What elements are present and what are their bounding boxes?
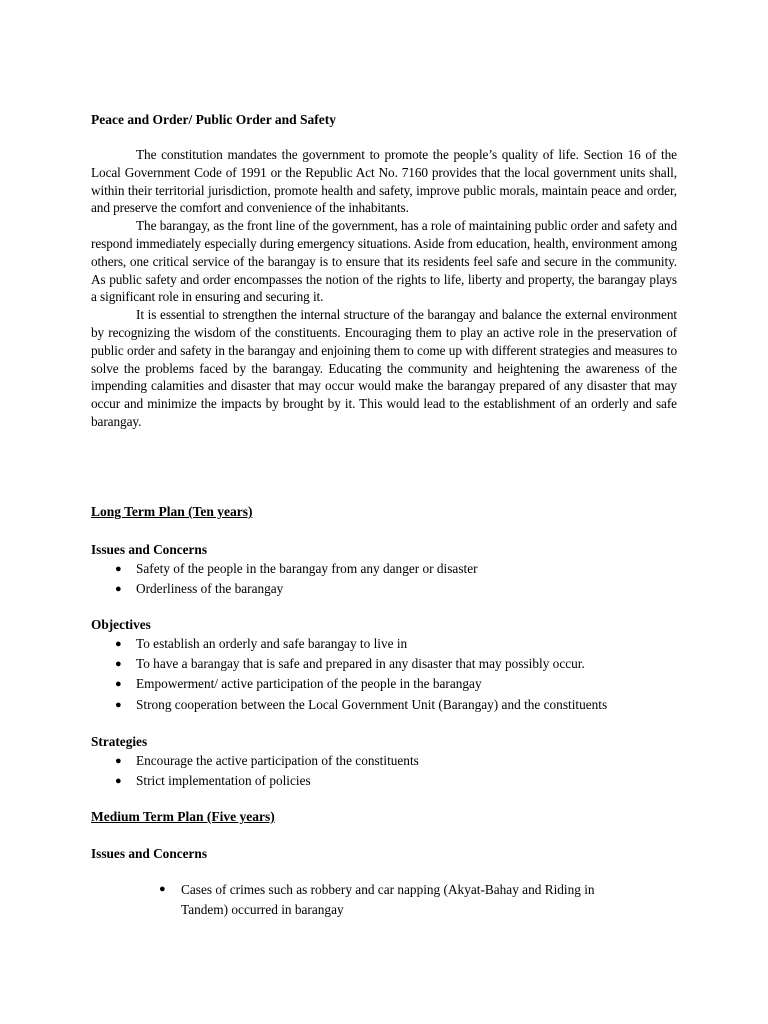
list-item: ● Cases of crimes such as robbery and car napping (Akyat-Bahay and Riding in Tandem) occurred in barangay bbox=[159, 882, 595, 917]
paragraph: It is essential to strengthen the internal structure of the barangay and balance the external environment by recognizing the wisdom of the constituents. Encouraging them to play an active role in the preservation of public order and safety in the barangay and enjoining them to come up with different strategies and measures to solve the problems faced by the barangay. Educating the community and heightening the awareness of the impending calamities and disaster that may occur would make the barangay prepared of any disaster that may occur and minimize the impacts by brought by it. This would lead to the establishment of an orderly and safe barangay. bbox=[91, 307, 677, 429]
bullet-icon: ● bbox=[115, 658, 122, 671]
list-item: ● To establish an orderly and safe barangay to live in bbox=[91, 634, 691, 654]
long-term-objectives bbox=[91, 615, 691, 715]
list-item: ● To have a barangay that is safe and prepared in any disaster that may possibly occur. bbox=[91, 654, 691, 674]
list-item: ● Safety of the people in the barangay from any danger or disaster bbox=[91, 559, 691, 579]
list-item: ● Encourage the active participation of the constituents bbox=[91, 751, 691, 771]
bullet-icon: ● bbox=[115, 583, 122, 596]
list-item: ● Strong cooperation between the Local Government Unit (Barangay) and the constituents bbox=[91, 695, 691, 715]
medium-term-issues-list-wrap bbox=[91, 880, 691, 919]
objectives-heading: Objectives bbox=[91, 617, 151, 632]
list-item: ● Orderliness of the barangay bbox=[91, 579, 691, 599]
paragraph: The barangay, as the front line of the government, has a role of maintaining public order and safety and respond immediately especially during emergency situations. Aside from education, health, environment among others, one critical service of the barangay is to ensure that its residents feel safe and secure in the community. As public safety and order encompasses the notion of the rights to life, liberty and property, the barangay plays a significant role in ensuring and securing it. bbox=[91, 218, 677, 305]
paragraph: The constitution mandates the government to promote the people’s quality of life. Section 16 of the Local Government Code of 1991 or the Republic Act No. 7160 provides that the local government units shall, within their territorial jurisdiction, promote health and safety, improve public morals, maintain peace and order, and preserve the comfort and convenience of the inhabitants. bbox=[91, 147, 677, 216]
bullet-icon: ● bbox=[115, 755, 122, 767]
bullet-icon: ● bbox=[115, 638, 122, 650]
medium-term-plan-section bbox=[91, 809, 691, 825]
issues-heading: Issues and Concerns bbox=[91, 846, 208, 861]
list-item: ● Strict implementation of policies bbox=[91, 771, 691, 791]
issues-list bbox=[91, 880, 691, 919]
bullet-icon: ● bbox=[115, 698, 122, 711]
long-term-issues bbox=[91, 540, 691, 599]
strategies-list bbox=[91, 751, 691, 791]
long-term-plan-title: Long Term Plan (Ten years) bbox=[91, 504, 253, 519]
document-title: Peace and Order/ Public Order and Safety bbox=[91, 112, 336, 127]
bullet-icon: ● bbox=[115, 563, 122, 575]
long-term-strategies bbox=[91, 732, 691, 791]
intro-section bbox=[91, 146, 677, 431]
issues-heading: Issues and Concerns bbox=[91, 542, 208, 557]
bullet-icon: ● bbox=[159, 883, 166, 895]
medium-term-plan-title: Medium Term Plan (Five years) bbox=[91, 809, 275, 824]
medium-term-issues bbox=[91, 844, 691, 863]
long-term-plan-section bbox=[91, 504, 691, 520]
list-item: ● Empowerment/ active participation of the people in the barangay bbox=[91, 674, 691, 694]
strategies-heading: Strategies bbox=[91, 734, 148, 749]
objectives-list bbox=[91, 634, 691, 715]
bullet-icon: ● bbox=[115, 775, 122, 788]
bullet-icon: ● bbox=[115, 678, 122, 691]
issues-list bbox=[91, 559, 691, 599]
